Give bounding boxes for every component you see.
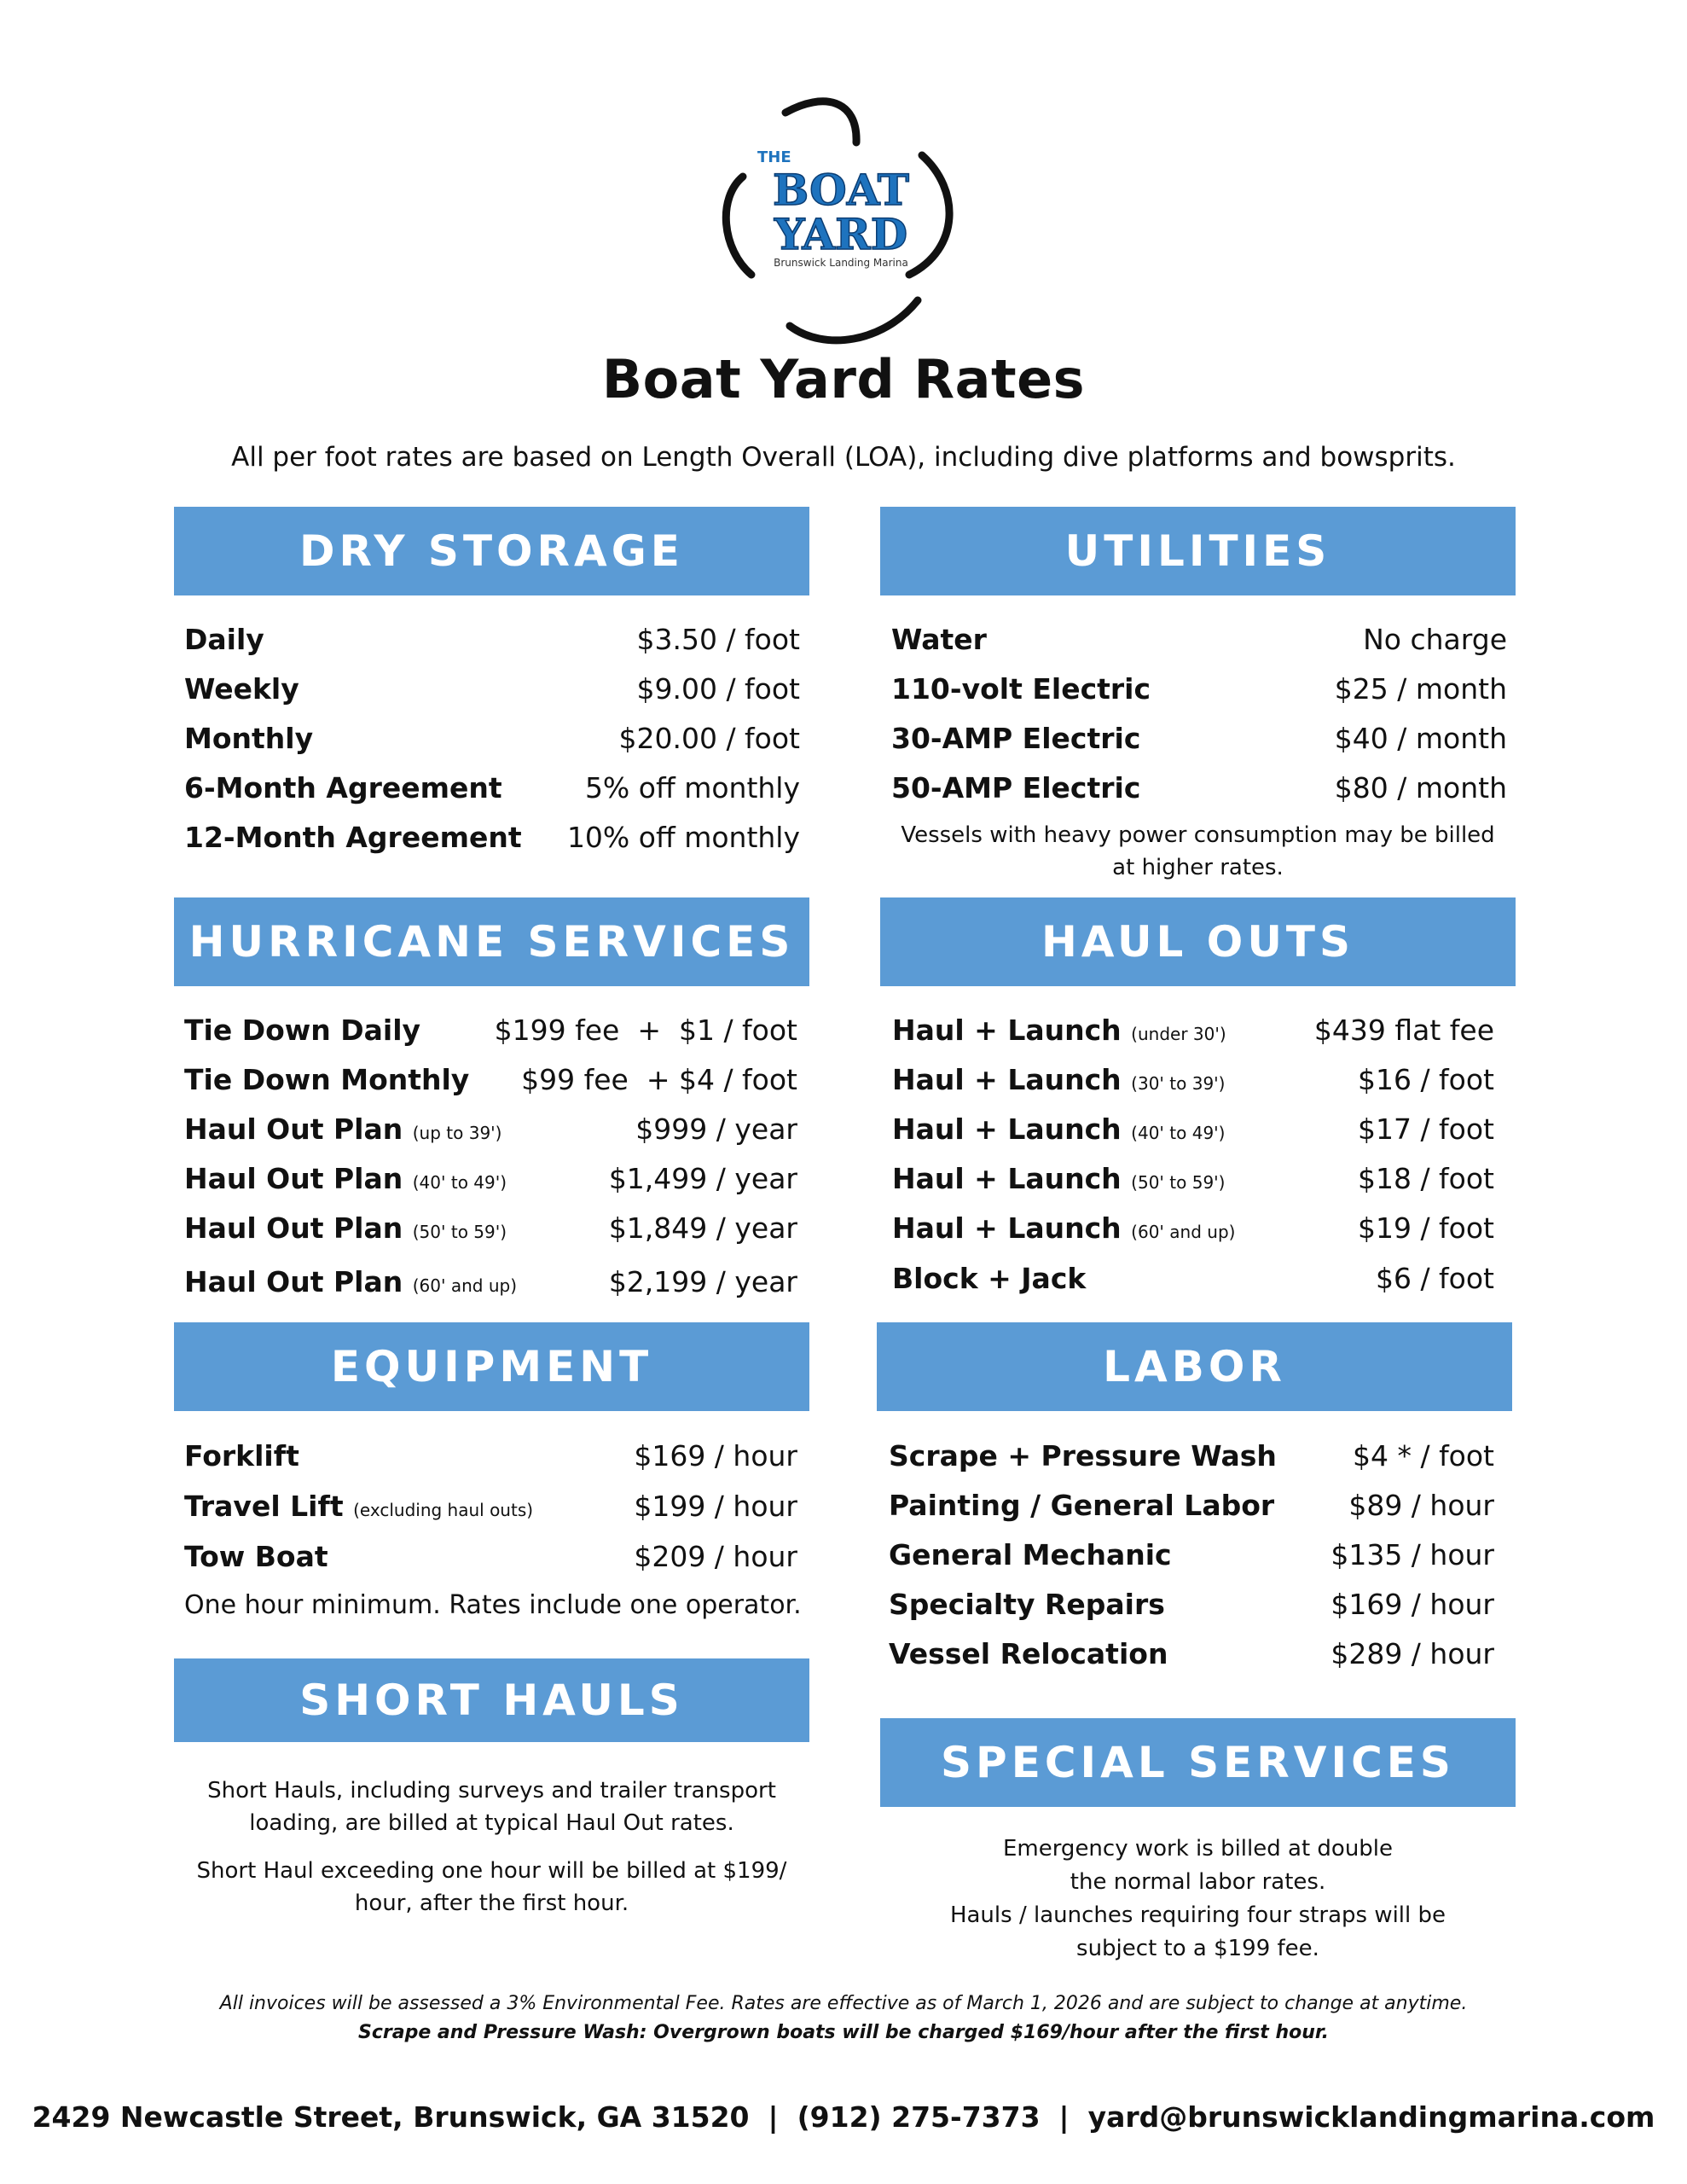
page-subtitle: All per foot rates are based on Length Overall (LOA), including dive platforms and bowsprits.	[231, 442, 1456, 473]
table-row: 6-Month Agreement 5% off monthly	[184, 771, 800, 804]
table-row: Monthly $20.00 / foot	[184, 722, 800, 755]
table-row: Haul + Launch (40' to 49') $17 / foot	[892, 1112, 1494, 1146]
utilities-header: UTILITIES	[880, 507, 1516, 595]
equipment-note: One hour minimum. Rates include one operator.	[184, 1590, 802, 1620]
contact-bar	[0, 2100, 1687, 2134]
table-row: Haul Out Plan (50' to 59') $1,849 / year	[184, 1211, 797, 1245]
special-services-header: SPECIAL SERVICES	[880, 1718, 1516, 1807]
table-row: Haul + Launch (under 30') $439 flat fee	[892, 1014, 1494, 1047]
footnote-environmental-fee: All invoices will be assessed a 3% Environmental Fee. Rates are effective as of March 1, 2026 and are subject to change at anytime.	[219, 1993, 1468, 2014]
table-row: Haul + Launch (60' and up) $19 / foot	[892, 1211, 1494, 1245]
table-row: 50-AMP Electric $80 / month	[891, 771, 1507, 804]
address-text: 2429 Newcastle Street, Brunswick, GA 31520	[32, 2100, 750, 2134]
table-row: Painting / General Labor $89 / hour	[889, 1489, 1494, 1522]
short-hauls-note-2: Short Haul exceeding one hour will be billed at $199/ hour, after the first hour.	[196, 1858, 787, 1916]
table-row: Travel Lift (excluding haul outs) $199 / hour	[184, 1490, 797, 1523]
phone-link[interactable]: (912) 275-7373	[797, 2100, 1041, 2134]
table-row: Block + Jack $6 / foot	[892, 1262, 1494, 1295]
footnote-scrape-wash: Scrape and Pressure Wash: Overgrown boats will be charged $169/hour after the first hour.	[358, 2022, 1329, 2043]
email-link[interactable]: yard@brunswicklandingmarina.com	[1087, 2100, 1655, 2134]
separator: |	[1058, 2100, 1070, 2134]
table-row: Vessel Relocation $289 / hour	[889, 1637, 1494, 1670]
table-row: Daily $3.50 / foot	[184, 623, 800, 656]
table-row: Weekly $9.00 / foot	[184, 672, 800, 706]
logo-boat-text: BOAT	[772, 165, 910, 215]
haul-outs-header: HAUL OUTS	[880, 897, 1516, 986]
table-row: Haul Out Plan (60' and up) $2,199 / year	[184, 1265, 797, 1298]
table-row: Forklift $169 / hour	[184, 1439, 797, 1472]
table-row: 30-AMP Electric $40 / month	[891, 722, 1507, 755]
utilities-note: Vessels with heavy power consumption may be billed at higher rates.	[901, 822, 1495, 880]
short-hauls-header: SHORT HAULS	[174, 1658, 809, 1742]
short-hauls-note-1: Short Hauls, including surveys and trailer transport loading, are billed at typical Haul Out rates.	[207, 1778, 776, 1836]
labor-header: LABOR	[877, 1322, 1512, 1411]
table-row: Tie Down Monthly $99 fee + $4 / foot	[184, 1063, 797, 1096]
table-row: Haul Out Plan (40' to 49') $1,499 / year	[184, 1162, 797, 1195]
table-row: Water No charge	[891, 623, 1507, 656]
logo-sub-text: Brunswick Landing Marina	[774, 257, 908, 269]
table-row: General Mechanic $135 / hour	[889, 1538, 1494, 1571]
table-row: 110-volt Electric $25 / month	[891, 672, 1507, 706]
logo-yard-text: YARD	[774, 209, 908, 259]
table-row: Tow Boat $209 / hour	[184, 1540, 797, 1573]
table-row: Haul + Launch (50' to 59') $18 / foot	[892, 1162, 1494, 1195]
special-services-note: Emergency work is billed at double the normal labor rates. Hauls / launches requiring four straps will be subject to a $199 fee.	[949, 1836, 1446, 1961]
footnotes	[0, 1989, 1687, 2048]
hurricane-services-header: HURRICANE SERVICES	[174, 897, 809, 986]
table-row: Tie Down Daily $199 fee + $1 / foot	[184, 1014, 797, 1047]
equipment-header: EQUIPMENT	[174, 1322, 809, 1411]
table-row: Scrape + Pressure Wash $4 * / foot	[889, 1439, 1494, 1472]
table-row: Specialty Repairs $169 / hour	[889, 1588, 1494, 1621]
logo-the-text: THE	[757, 148, 791, 166]
table-row: Haul Out Plan (up to 39') $999 / year	[184, 1112, 797, 1146]
page-title: Boat Yard Rates	[601, 348, 1086, 410]
separator: |	[768, 2100, 779, 2134]
table-row: 12-Month Agreement 10% off monthly	[184, 821, 800, 854]
boat-yard-logo	[704, 96, 986, 351]
dry-storage-header: DRY STORAGE	[174, 507, 809, 595]
table-row: Haul + Launch (30' to 39') $16 / foot	[892, 1063, 1494, 1096]
